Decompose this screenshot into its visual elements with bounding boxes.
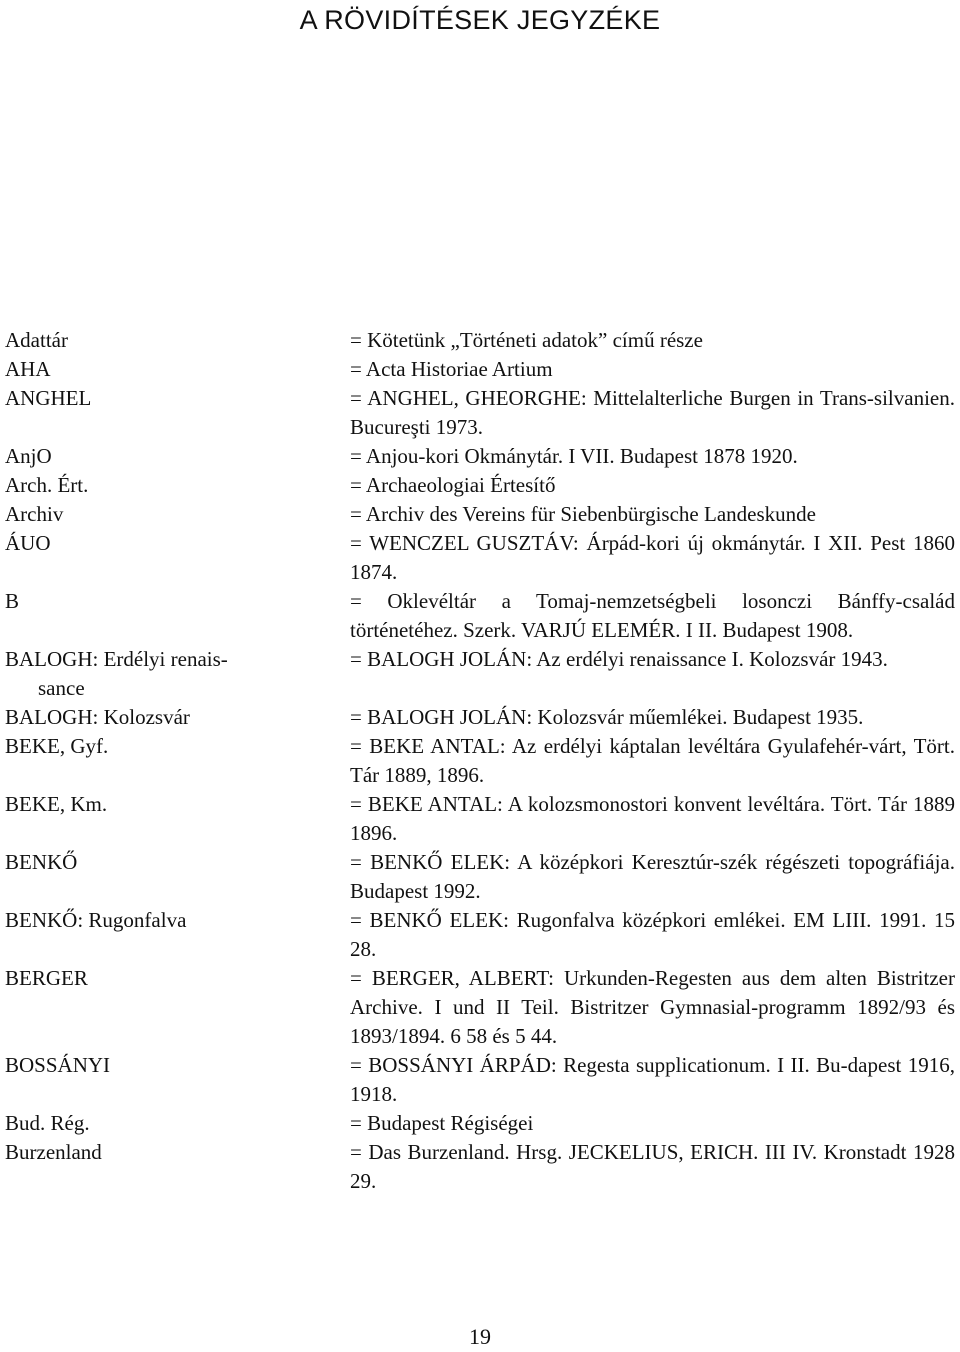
abbreviation-row [5,703,955,732]
abbreviation-definition: = Archiv des Vereins für Siebenbürgische Landeskunde [350,502,816,526]
abbreviation-row [5,500,955,529]
abbreviation-row [5,355,955,384]
abbreviation-definition: = Budapest Régiségei [350,1111,534,1135]
abbreviation-term: ÁUO [5,531,51,555]
abbreviation-term: B [5,589,20,613]
abbreviation-term: Burzenland [5,1140,102,1164]
abbreviation-row [5,1138,955,1196]
abbreviation-definition: = BALOGH JOLÁN: Az erdélyi renaissance I. Kolozsvár 1943. [350,647,888,671]
abbreviation-term: Arch. Ért. [5,473,89,497]
abbreviation-definition: = Oklevéltár a Tomaj-nemzetségbeli losonczi Bánffy-család történetéhez. Szerk. VARJÚ ELEMÉR. I II. Budapest 1908. [350,589,955,642]
abbreviation-row [5,1109,955,1138]
abbreviation-list [5,326,955,1196]
abbreviation-row [5,645,955,703]
abbreviation-definition: = Archaeologiai Értesítő [350,473,556,497]
abbreviation-term: BENKŐ: Rugonfalva [5,908,187,932]
abbreviation-definition: = BOSSÁNYI ÁRPÁD: Regesta supplicationum. I II. Bu-dapest 1916, 1918. [350,1053,955,1106]
page-number: 19 [469,1324,491,1349]
abbreviation-term: ANGHEL [5,386,92,410]
abbreviation-term: BEKE, Gyf. [5,734,109,758]
abbreviation-row [5,384,955,442]
abbreviation-definition: = BALOGH JOLÁN: Kolozsvár műemlékei. Budapest 1935. [350,705,864,729]
page-title: A RÖVIDÍTÉSEK JEGYZÉKE [299,5,661,35]
abbreviation-row [5,790,955,848]
abbreviation-row [5,906,955,964]
abbreviation-term: BERGER [5,966,88,990]
abbreviation-row [5,442,955,471]
abbreviation-definition: = BENKŐ ELEK: Rugonfalva középkori emlékei. EM LIII. 1991. 15 28. [350,908,955,961]
abbreviation-row [5,587,955,645]
abbreviation-term: Adattár [5,328,68,352]
abbreviation-term-line: BALOGH: Erdélyi renais- [5,647,228,671]
abbreviation-term: BENKŐ [5,850,78,874]
abbreviation-definition: = BEKE ANTAL: Az erdélyi káptalan levéltára Gyulafehér-várt, Tört. Tár 1889, 1896. [350,734,955,787]
abbreviation-term: BEKE, Km. [5,792,108,816]
abbreviation-row [5,326,955,355]
abbreviation-definition: = BENKŐ ELEK: A középkori Keresztúr-szék régészeti topográfiája. Budapest 1992. [350,850,955,903]
abbreviation-definition: = ANGHEL, GHEORGHE: Mittelalterliche Burgen in Trans-silvanien. Bucureşti 1973. [350,386,955,439]
abbreviation-definition: = Anjou-kori Okmánytár. I VII. Budapest 1878 1920. [350,444,798,468]
abbreviation-definition: = BEKE ANTAL: A kolozsmonostori konvent levéltára. Tört. Tár 1889 1896. [350,792,955,845]
abbreviation-term: AHA [5,357,51,381]
abbreviation-term: BOSSÁNYI [5,1053,111,1077]
abbreviation-term: Archiv [5,502,64,526]
abbreviation-term: AnjO [5,444,52,468]
abbreviation-term [5,645,350,703]
abbreviation-definition: = Das Burzenland. Hrsg. JECKELIUS, ERICH. III IV. Kronstadt 1928 29. [350,1140,955,1193]
abbreviation-term-line: sance [38,676,85,700]
abbreviation-row [5,848,955,906]
abbreviation-definition: = Acta Historiae Artium [350,357,553,381]
abbreviation-row [5,732,955,790]
abbreviation-definition: = BERGER, ALBERT: Urkunden-Regesten aus dem alten Bistritzer Archive. I und II Teil. Bistritzer Gymnasial-programm 1892/93 és 1893/1894. 6 58 és 5 44. [350,966,955,1048]
abbreviation-row [5,1051,955,1109]
abbreviation-row [5,964,955,1051]
abbreviation-row [5,529,955,587]
abbreviation-term: Bud. Rég. [5,1111,90,1135]
abbreviation-definition: = Kötetünk „Történeti adatok” című része [350,328,703,352]
abbreviation-definition: = WENCZEL GUSZTÁV: Árpád-kori új okmánytár. I XII. Pest 1860 1874. [350,531,955,584]
abbreviation-term: BALOGH: Kolozsvár [5,705,190,729]
abbreviation-row [5,471,955,500]
